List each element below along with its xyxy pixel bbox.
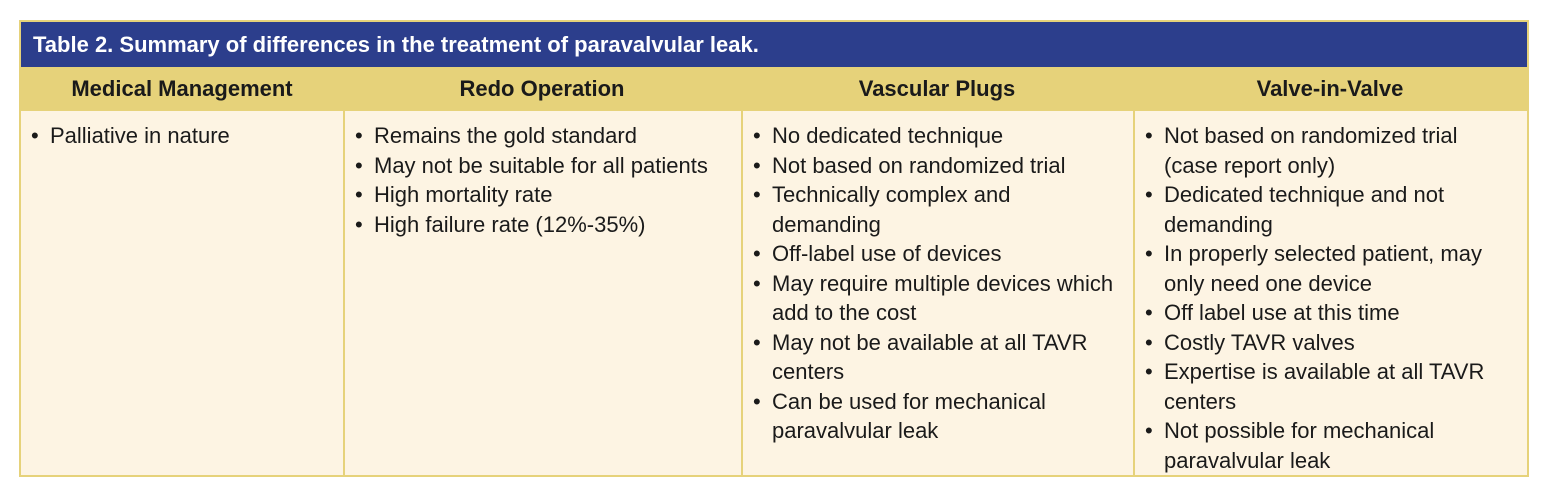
cell-medical-management [21, 111, 343, 475]
header-vascular-plugs: Vascular Plugs [858, 76, 1016, 101]
list-item: • Not possible for mechanical paravalvular leak [1145, 416, 1517, 475]
header-medical-management: Medical Management [71, 76, 293, 101]
list-item: • Off-label use of devices [753, 239, 1123, 269]
header-valve-in-valve: Valve-in-Valve [1256, 76, 1404, 101]
cell-redo-operation [343, 111, 741, 475]
list-item: • No dedicated technique [753, 121, 1123, 151]
table-body-row [21, 111, 1527, 475]
bullet-list [355, 121, 731, 239]
list-item: • In properly selected patient, may only need one device [1145, 239, 1517, 298]
list-item: • Off label use at this time [1145, 298, 1517, 328]
header-redo-operation: Redo Operation [459, 76, 625, 101]
list-item: • Dedicated technique and not demanding [1145, 180, 1517, 239]
list-item: • Costly TAVR valves [1145, 328, 1517, 358]
cell-valve-in-valve [1133, 111, 1527, 475]
list-item: • Technically complex and demanding [753, 180, 1123, 239]
list-item: • High failure rate (12%-35%) [355, 210, 731, 240]
bullet-list [31, 121, 333, 151]
list-item: • Not based on randomized trial (case report only) [1145, 121, 1517, 180]
list-item: • May not be suitable for all patients [355, 151, 731, 181]
table-title: Table 2. Summary of differences in the treatment of paravalvular leak. [21, 22, 1527, 67]
list-item: • May not be available at all TAVR centers [753, 328, 1123, 387]
treatment-comparison-table [19, 20, 1529, 477]
list-item: • Remains the gold standard [355, 121, 731, 151]
list-item: • Expertise is available at all TAVR centers [1145, 357, 1517, 416]
list-item: • Not based on randomized trial [753, 151, 1123, 181]
table-header-row [21, 67, 1527, 111]
list-item: • Can be used for mechanical paravalvular leak [753, 387, 1123, 446]
list-item: • Palliative in nature [31, 121, 333, 151]
cell-vascular-plugs [741, 111, 1133, 475]
bullet-list [1145, 121, 1517, 475]
bullet-list [753, 121, 1123, 446]
list-item: • May require multiple devices which add to the cost [753, 269, 1123, 328]
list-item: • High mortality rate [355, 180, 731, 210]
